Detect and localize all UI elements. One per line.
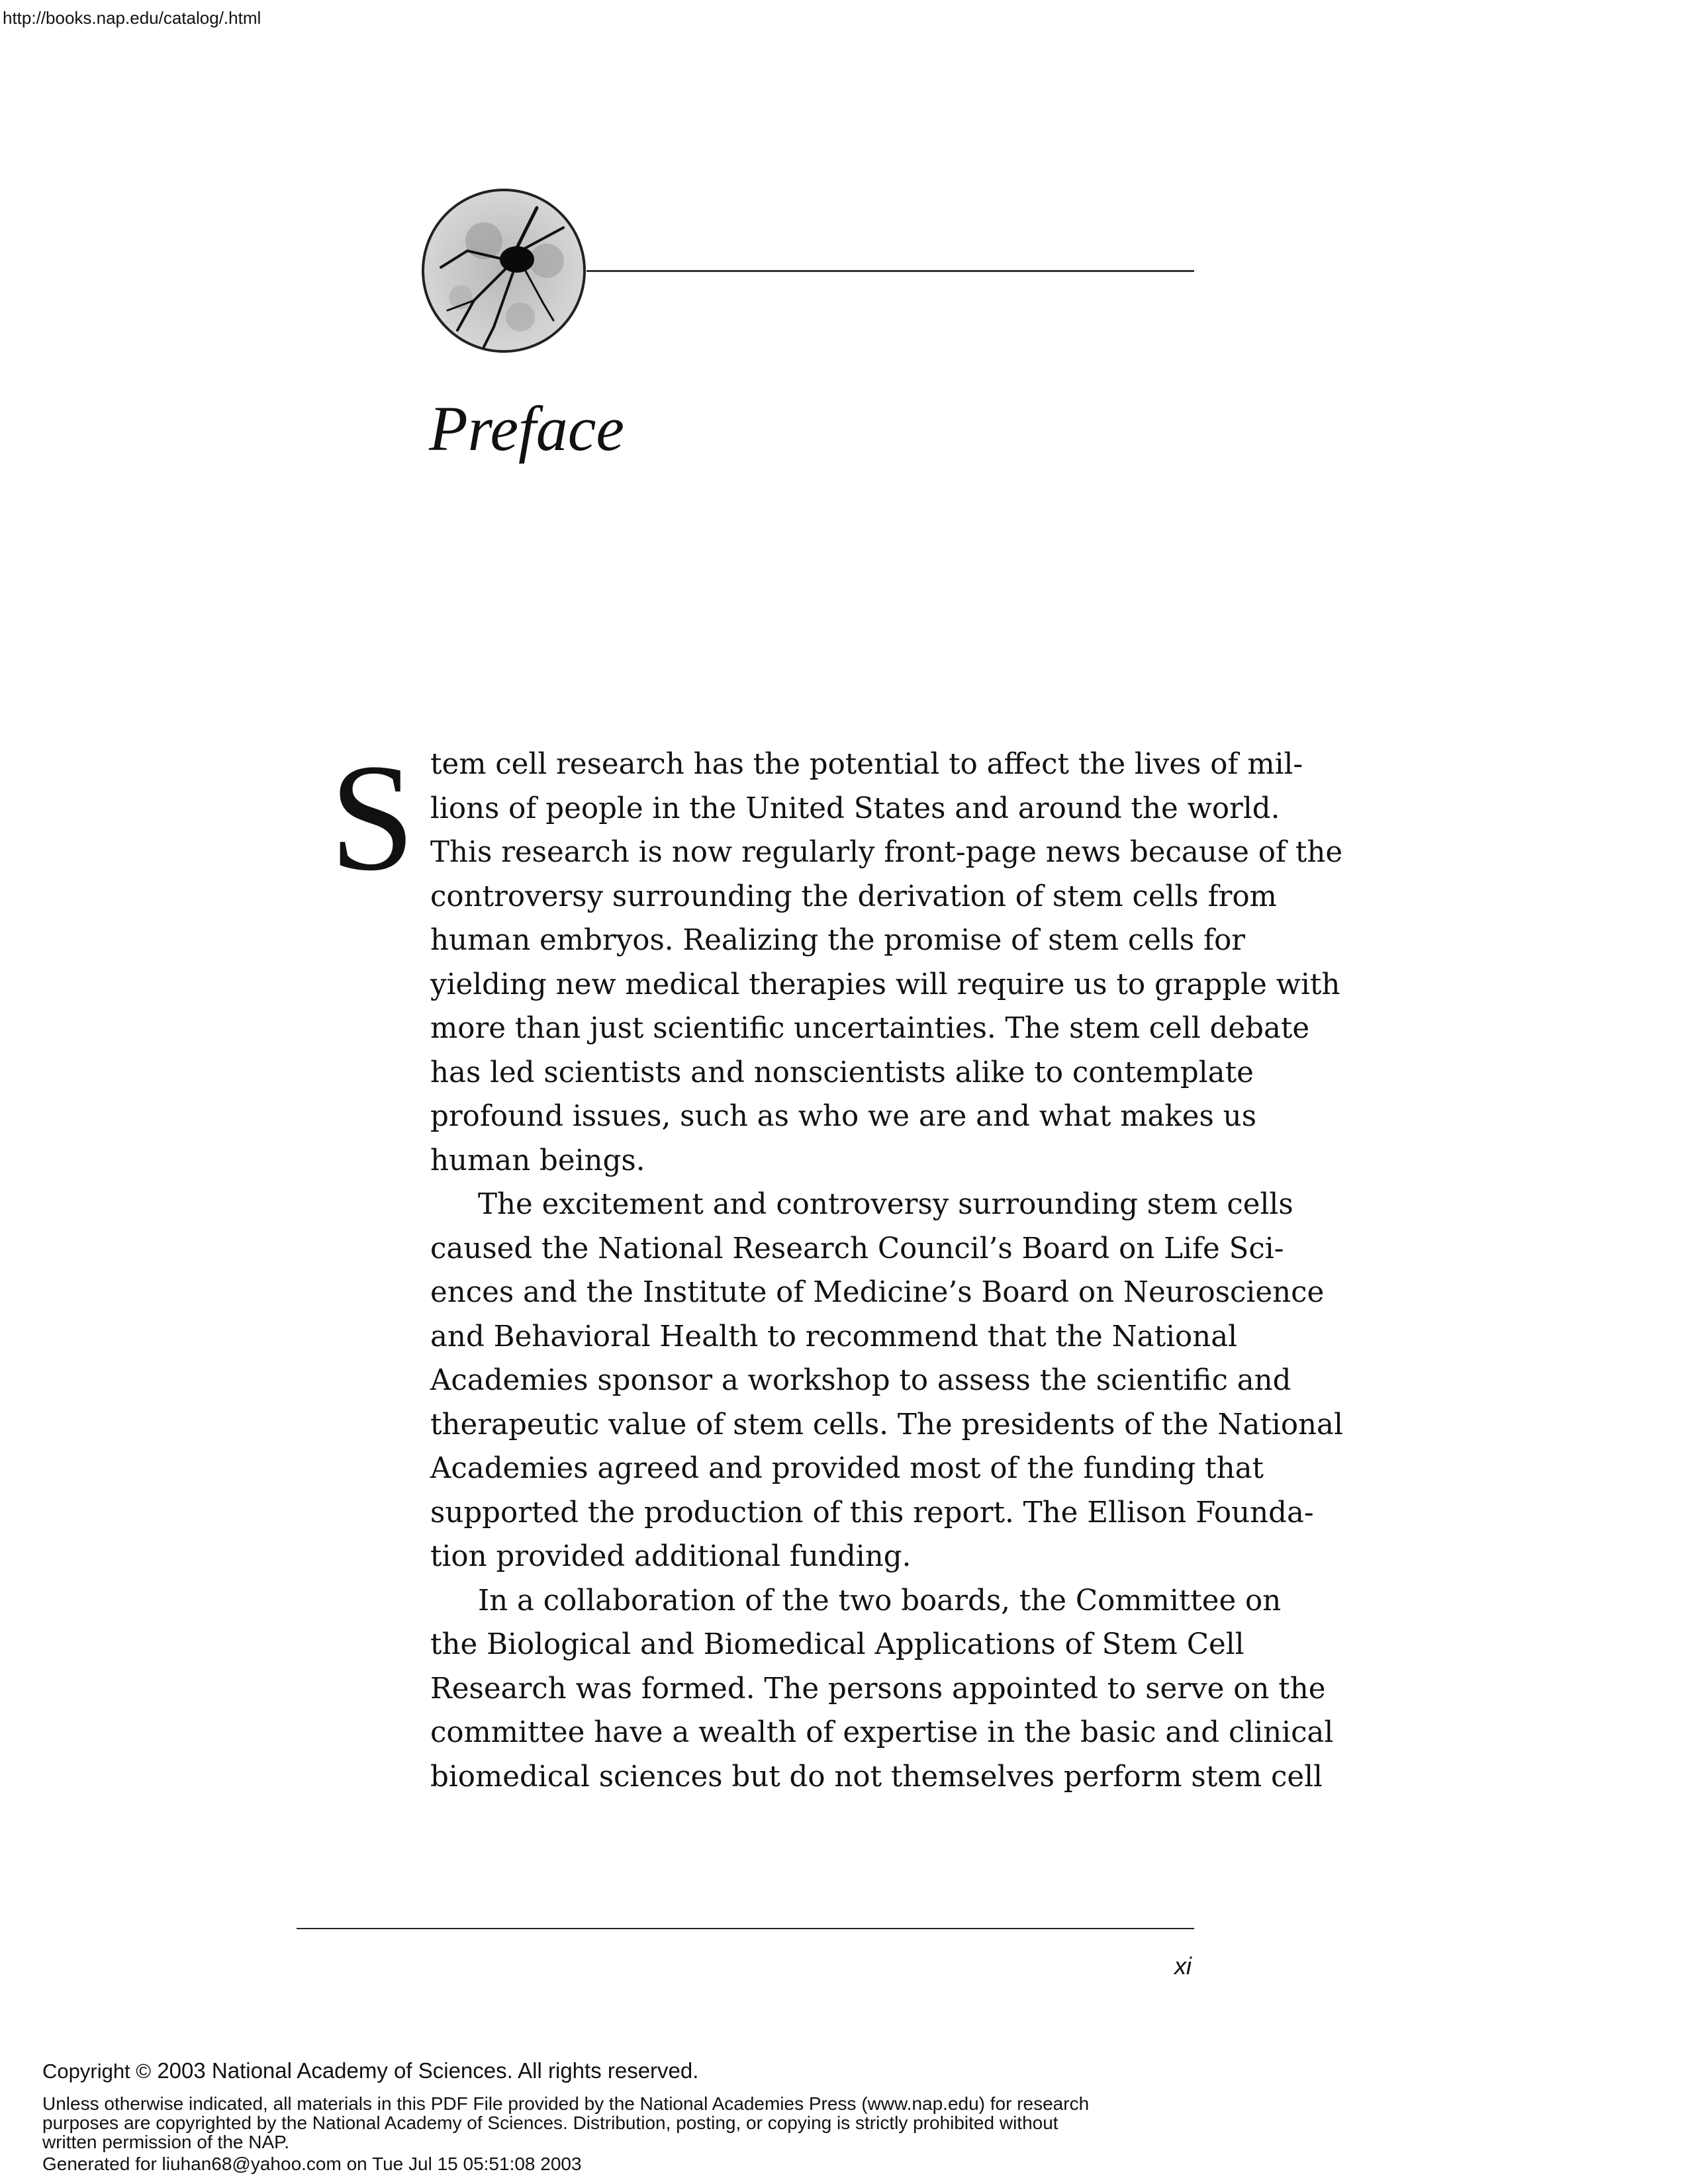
notice-line: written permission of the NAP. bbox=[42, 2132, 289, 2152]
text-line: human beings. bbox=[430, 1144, 645, 1177]
copyright-text: 2003 National Academy of Sciences. All rights reserved. bbox=[157, 2058, 699, 2083]
text-line: more than just scientific uncertainties. The stem cell debate bbox=[430, 1012, 1310, 1045]
text-line: profound issues, such as who we are and what makes us bbox=[430, 1100, 1257, 1133]
text-line: human embryos. Realizing the promise of stem cells for bbox=[430, 924, 1246, 957]
text-line: This research is now regularly front-page news because of the bbox=[430, 836, 1343, 869]
text-line: and Behavioral Health to recommend that the National bbox=[430, 1320, 1238, 1353]
drop-cap: S bbox=[330, 733, 416, 903]
text-line: lions of people in the United States and around the world. bbox=[430, 792, 1280, 825]
chapter-title: Preface bbox=[429, 393, 624, 464]
page-number: xi bbox=[1174, 1952, 1192, 1979]
copyright-prefix: Copyright © bbox=[42, 2060, 152, 2083]
notice-line: Unless otherwise indicated, all materials in this PDF File provided by the National Academies Press (www.nap.edu) for research bbox=[42, 2093, 1090, 2114]
generated-line: Generated for liuhan68@yahoo.com on Tue Jul 15 05:51:08 2003 bbox=[42, 2154, 582, 2174]
text-line: tem cell research has the potential to affect the lives of mil- bbox=[430, 748, 1303, 781]
text-line: Academies sponsor a workshop to assess the scientific and bbox=[430, 1364, 1291, 1397]
notice-line: purposes are copyrighted by the National Academy of Sciences. Distribution, posting, or copying is strictly prohibited without bbox=[42, 2113, 1058, 2133]
header-rule bbox=[586, 270, 1194, 272]
text-line: ences and the Institute of Medicine’s Board on Neuroscience bbox=[430, 1276, 1325, 1309]
copyright-notice bbox=[42, 2094, 1499, 2152]
text-line: has led scientists and nonscientists alike to contemplate bbox=[430, 1056, 1254, 1089]
text-line: yielding new medical therapies will require us to grapple with bbox=[430, 968, 1340, 1001]
text-line: controversy surrounding the derivation of stem cells from bbox=[430, 880, 1277, 913]
text-line: biomedical sciences but do not themselves perform stem cell bbox=[430, 1760, 1323, 1794]
text-line: the Biological and Biomedical Applications of Stem Cell bbox=[430, 1628, 1244, 1661]
text-line: tion provided additional funding. bbox=[430, 1540, 912, 1573]
body-text bbox=[430, 743, 1343, 1799]
text-line: therapeutic value of stem cells. The presidents of the National bbox=[430, 1408, 1343, 1441]
copyright-line bbox=[42, 2058, 1499, 2083]
text-line: The excitement and controversy surrounding stem cells bbox=[478, 1188, 1293, 1221]
source-url: http://books.nap.edu/catalog/.html bbox=[3, 8, 261, 28]
footer-rule bbox=[297, 1928, 1194, 1929]
text-line: caused the National Research Council’s Board on Life Sci- bbox=[430, 1232, 1284, 1265]
text-line: Research was formed. The persons appointed to serve on the bbox=[430, 1672, 1326, 1706]
text-line: Academies agreed and provided most of the funding that bbox=[430, 1452, 1264, 1485]
text-line: committee have a wealth of expertise in the basic and clinical bbox=[430, 1716, 1334, 1749]
neuron-cell-icon bbox=[421, 188, 586, 353]
text-line: In a collaboration of the two boards, the Committee on bbox=[478, 1584, 1282, 1617]
text-line: supported the production of this report. The Ellison Founda- bbox=[430, 1496, 1314, 1529]
